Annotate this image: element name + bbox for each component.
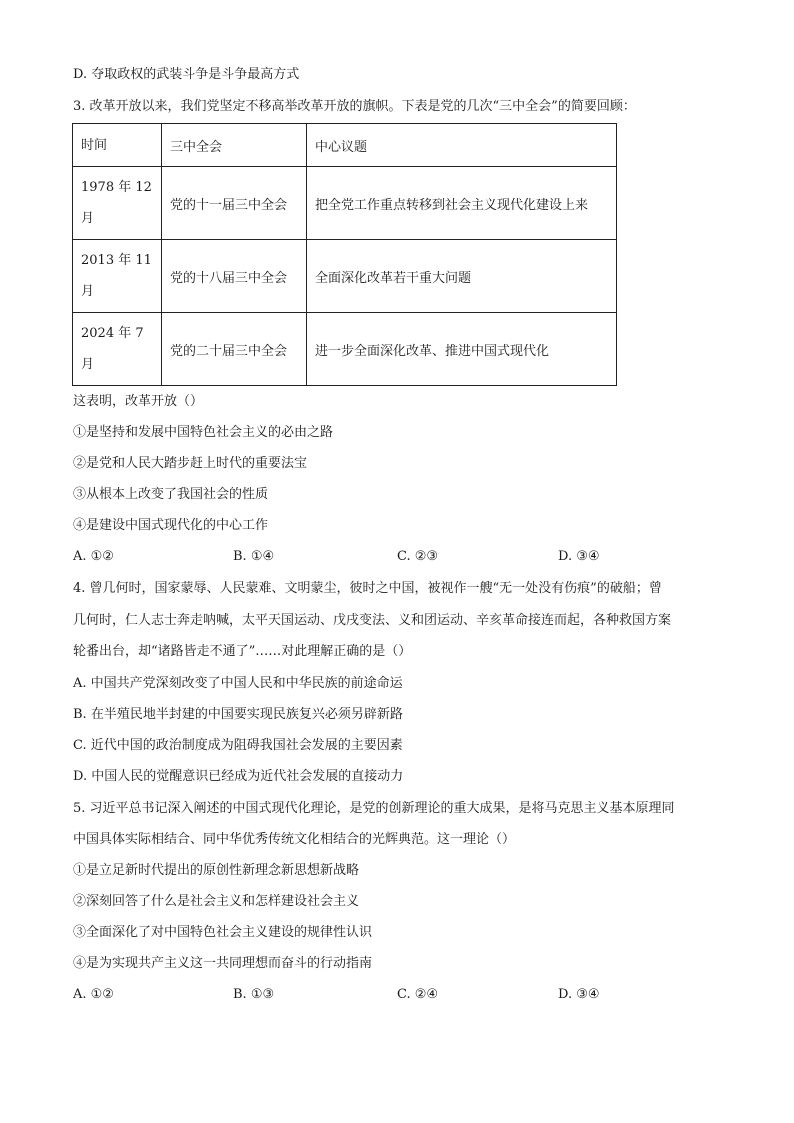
session-cell: 党的十一届三中全会 (162, 167, 307, 240)
session-cell: 党的十八届三中全会 (162, 240, 307, 313)
q3-answer-options (73, 548, 633, 566)
topic-cell: 把全党工作重点转移到社会主义现代化建设上来 (307, 167, 617, 240)
q4-stem-line-2: 几何时，仁人志士奔走呐喊，太平天国运动、戊戌变法、义和团运动、辛亥革命接连而起，各种救国方案 (73, 613, 672, 628)
q4-stem-line-3: 轮番出台，却“诸路皆走不通了”……对此理解正确的是（） (73, 644, 412, 659)
q5-statement-1: ①是立足新时代提出的原创性新理念新思想新战略 (73, 863, 360, 878)
date-cell: 2013 年 11 月 (73, 240, 162, 313)
table-row (73, 240, 617, 313)
q5-option-b: B. ①③ (233, 987, 275, 1002)
q3-statement-1: ①是坚持和发展中国特色社会主义的必由之路 (73, 425, 334, 440)
q3-statement-3: ③从根本上改变了我国社会的性质 (73, 487, 269, 502)
q3-stem: 3. 改革开放以来，我们党坚定不移高举改革开放的旗帜。下表是党的几次“三中全会”的简要回顾： (73, 99, 636, 114)
q5-stem-line-1: 5. 习近平总书记深入阐述的中国式现代化理论，是党的创新理论的重大成果，是将马克思主义基本原理同 (73, 801, 675, 816)
header-topic: 中心议题 (307, 124, 617, 167)
header-plenum: 三中全会 (162, 124, 307, 167)
table-row (73, 167, 617, 240)
q3-option-d: D. ③④ (558, 549, 600, 564)
q5-statement-4: ④是为实现共产主义这一共同理想而奋斗的行动指南 (73, 956, 373, 971)
q5-statement-2: ②深刻回答了什么是社会主义和怎样建设社会主义 (73, 894, 360, 909)
q5-stem-line-2: 中国具体实际相结合、同中华优秀传统文化相结合的光辉典范。这一理论（） (73, 832, 516, 847)
q3-statement-4: ④是建设中国式现代化的中心工作 (73, 518, 269, 533)
q4-stem-line-1: 4. 曾几何时，国家蒙辱、人民蒙难、文明蒙尘，彼时之中国，被视作一艘“无一处没有伤痕”的破船；曾 (73, 581, 662, 596)
q4-option-a: A. 中国共产党深刻改变了中国人民和中华民族的前途命运 (73, 676, 403, 691)
q3-statement-2: ②是党和人民大踏步赶上时代的重要法宝 (73, 456, 308, 471)
header-time: 时间 (73, 124, 162, 167)
topic-cell: 全面深化改革若干重大问题 (307, 240, 617, 313)
q4-option-c: C. 近代中国的政治制度成为阻碍我国社会发展的主要因素 (73, 738, 403, 753)
q3-option-b: B. ①④ (233, 549, 275, 564)
q5-option-c: C. ②④ (397, 987, 439, 1002)
date-cell: 2024 年 7 月 (73, 313, 162, 386)
q5-option-a: A. ①② (73, 987, 114, 1002)
date-cell: 1978 年 12 月 (73, 167, 162, 240)
table-row (73, 313, 617, 386)
q4-option-b: B. 在半殖民地半封建的中国要实现民族复兴必须另辟新路 (73, 707, 403, 722)
third-plenum-table (72, 123, 617, 386)
q5-option-d: D. ③④ (558, 987, 600, 1002)
q3-option-a: A. ①② (73, 549, 114, 564)
session-cell: 党的二十届三中全会 (162, 313, 307, 386)
q3-option-c: C. ②③ (397, 549, 439, 564)
q5-answer-options (73, 986, 633, 1004)
topic-cell: 进一步全面深化改革、推进中国式现代化 (307, 313, 617, 386)
q5-statement-3: ③全面深化了对中国特色社会主义建设的规律性认识 (73, 925, 373, 940)
q2-option-d: D. 夺取政权的武装斗争是斗争最高方式 (73, 67, 300, 82)
q4-option-d: D. 中国人民的觉醒意识已经成为近代社会发展的直接动力 (73, 769, 404, 784)
q3-conclusion: 这表明，改革开放（） (73, 394, 204, 409)
table-header-row (73, 124, 617, 167)
